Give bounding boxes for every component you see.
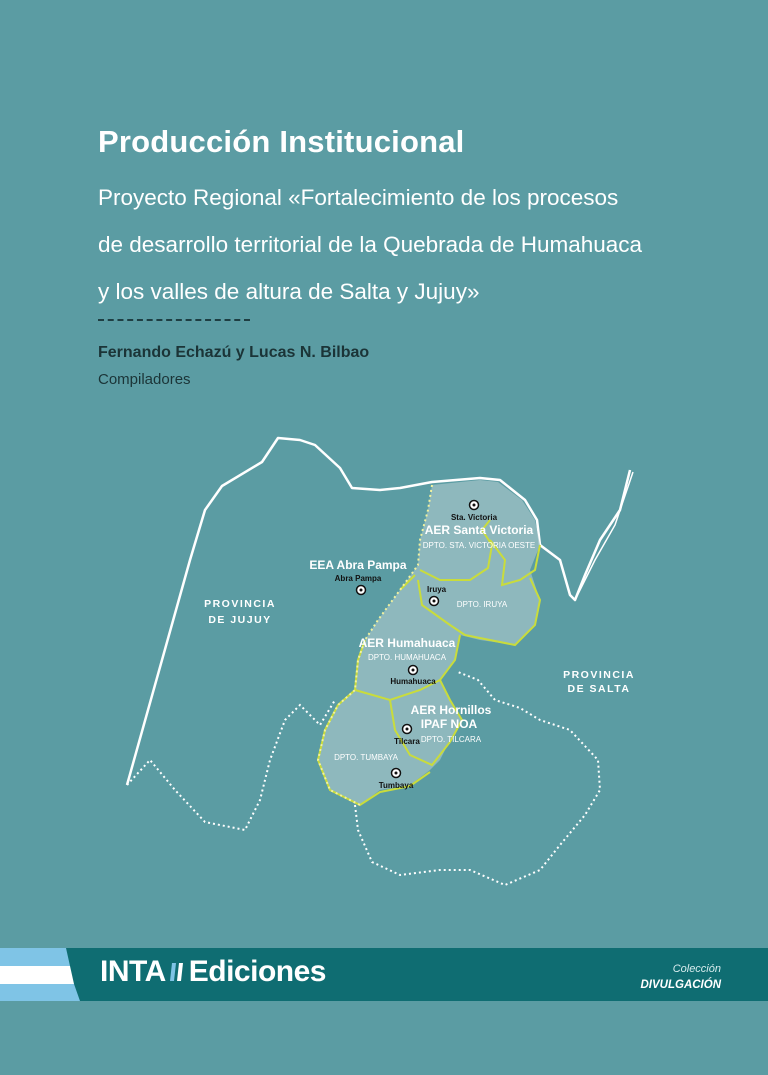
dpto-tumbaya-label: DPTO. TUMBAYA [334,753,398,762]
subtitle-line: y los valles de altura de Salta y Jujuy» [98,279,480,304]
tilcara-marker-dot [406,728,409,731]
tumbaya-label: Tumbaya [378,781,414,790]
cover-role: Compiladores [98,371,191,388]
brand-inta: INTA [100,955,166,988]
humahuaca-marker-dot [412,669,415,672]
province-salta-label: PROVINCIA [563,669,635,681]
cover-subtitle [98,174,738,315]
dpto-tilcara-label: DPTO. TILCARA [420,735,482,744]
province-salta-label: DE SALTA [567,683,631,695]
subtitle-line: de desarrollo territorial de la Quebrada de Humahuaca [98,232,643,257]
jujuy-bottom-border [127,700,335,830]
ipaf-noa-label: IPAF NOA [420,717,478,731]
aer-humahuaca-label: AER Humahuaca [358,636,456,650]
tumbaya-marker-dot [395,772,398,775]
subtitle-line: Proyecto Regional «Fortalecimiento de los procesos [98,185,619,210]
argentina-flag-stripes [0,948,86,1001]
sta-victoria-label: Sta. Victoria [450,513,498,522]
collection-info [641,961,722,993]
cover-authors: Fernando Echazú y Lucas N. Bilbao [98,344,370,361]
sta-victoria-marker-dot [473,504,476,507]
province-jujuy-label: PROVINCIA [204,598,276,610]
abra-pampa-label: Abra Pampa [334,574,382,583]
humahuaca-label: Humahuaca [390,677,436,686]
region-map [0,420,768,920]
dashed-divider [98,319,250,321]
iruya-marker-dot [433,600,436,603]
iruya-label: Iruya [427,585,447,594]
dpto-sta-victoria-label: DPTO. STA. VICTORIA OESTE [422,541,536,550]
inta-slashes-icon [168,960,186,984]
province-jujuy-label: DE JUJUY [208,614,272,626]
publisher-logo [100,955,326,989]
aer-hornillos-label: AER Hornillos [410,703,492,717]
cover-title: Producción Institucional [98,124,465,159]
dpto-humahuaca-label: DPTO. HUMAHUACA [367,653,447,662]
dpto-iruya-label: DPTO. IRUYA [456,600,508,609]
abra-pampa-marker-dot [360,589,363,592]
brand-ediciones: Ediciones [188,955,326,988]
collection-name: DIVULGACIÓN [640,979,721,991]
collection-label: Colección [672,963,721,975]
tilcara-label: Tilcara [394,737,420,746]
aer-santa-victoria-label: AER Santa Victoria [424,523,534,537]
eea-abra-pampa-label: EEA Abra Pampa [309,558,407,572]
